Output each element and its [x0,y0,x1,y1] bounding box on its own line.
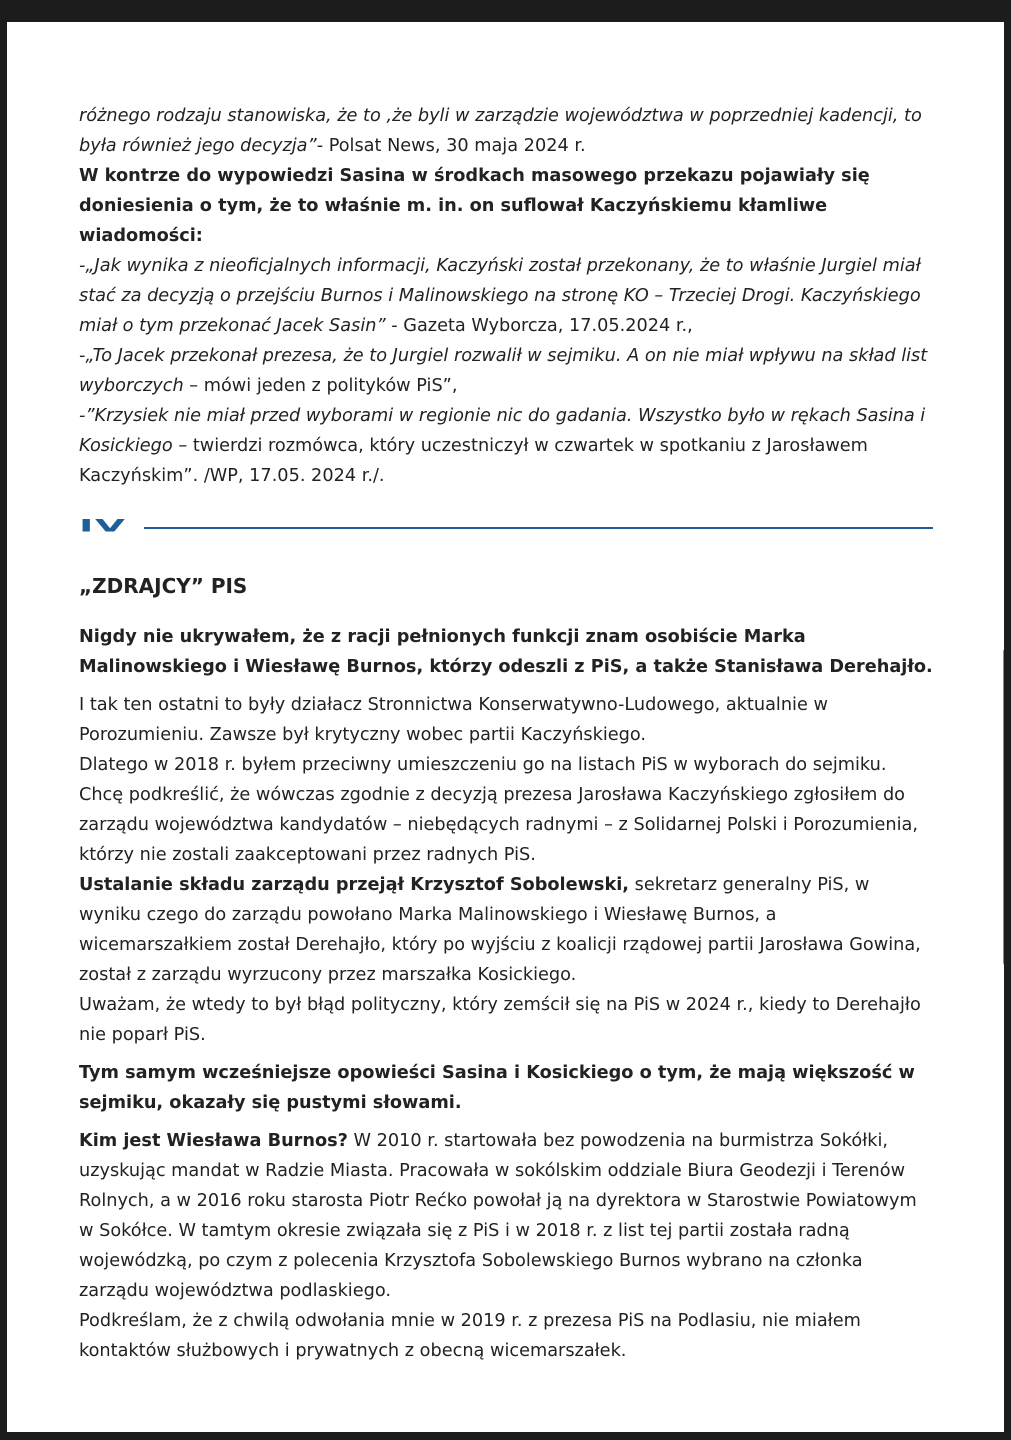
paragraph-quote-polsat: różnego rodzaju stanowiska, że to ‚że byli w zarządzie województwa w poprzedniej kadencji, to była również jego decyzja”- Polsat News, 30 maja 2024 r. [79,106,922,156]
paragraph-quote-wyborcza: -„Jak wynika z nieoficjalnych informacji, Kaczyński został przekonany, że to właśnie Jurgiel miał stać za decyzją o przejściu Burnos i Malinowskiego na stronę KO – Trzeciej Drogi. Kaczyńskiego miał o tym przekonać Jacek Sasin” - Gazeta Wyborcza, 17.05.2024 r., [79,256,921,336]
paragraph-burnos: Kim jest Wiesława Burnos? W 2010 r. startowała bez powodzenia na burmistrza Sokółki, uzyskując mandat w Radzie Miasta. Pracowała w sokólskim oddziale Biura Geodezji i Terenów Rolnych, a w 2016 roku starosta Piotr Rećko powołał ją na dyrektora w Starostwie Powiatowym w Sokółce. W tamtym okresie związała się z PiS i w 2018 r. z list tej partii została radną wojewódzką, po czym z polecenia Krzysztofa Sobolewskiego Burnos wybrano na członka zarządu województwa podlaskiego. [79,1131,917,1301]
section-divider [79,508,933,538]
paragraph-no-contact: Podkreślam, że z chwilą odwołania mnie w 2019 r. z prezesa PiS na Podlasiu, nie miałem kontaktów służbowych i prywatnych z obecną wicemarszałek. [79,1311,861,1361]
paragraph-political-error: Uważam, że wtedy to był błąd polityczny, który zemścił się na PiS w 2024 r., kiedy to Derehajło nie poparł PiS. [79,995,921,1045]
paragraph-bold-counter: W kontrze do wypowiedzi Sasina w środkach masowego przekazu pojawiały się doniesienia o tym, że to właśnie m. in. on suflował Kaczyńskiemu kłamliwe wiadomości: [79,166,870,246]
scrollbar-thumb[interactable] [1003,649,1004,965]
paragraph-derehajlo: I tak ten ostatni to były działacz Stronnictwa Konserwatywno-Ludowego, aktualnie w Porozumieniu. Zawsze był krytyczny wobec partii Kaczyńskiego. [79,695,828,745]
paragraph-bold-majority: Tym samym wcześniejsze opowieści Sasina i Kosickiego o tym, że mają większość w sejmiku, okazały się pustymi słowami. [79,1063,915,1113]
document-page [7,22,1004,1432]
section-lead: Nigdy nie ukrywałem, że z racji pełnionych funkcji znam osobiście Marka Malinowskiego i Wiesławę Burnos, którzy odeszli z PiS, a także Stanisława Derehajło. [79,627,933,677]
document-body [79,101,933,1366]
section-rule [144,527,933,529]
paragraph-2018: Dlatego w 2018 r. byłem przeciwny umieszczeniu go na listach PiS w wyborach do sejmiku. [79,755,887,775]
section-numeral: IV [79,515,127,535]
paragraph-sobolewski: Ustalanie składu zarządu przejął Krzysztof Sobolewski, sekretarz generalny PiS, w wyniku czego do zarządu powołano Marka Malinowskiego i Wiesławę Burnos, a wicemarszałkiem został Derehajło, który po wyjściu z koalicji rządowej partii Jarosława Gowina, został z zarządu wyrzucony przez marszałka Kosickiego. [79,875,921,985]
paragraph-candidates: Chcę podkreślić, że wówczas zgodnie z decyzją prezesa Jarosława Kaczyńskiego zgłosiłem do zarządu województwa kandydatów – niebędących radnymi – z Solidarnej Polski i Porozumienia, którzy nie zostali zaakceptowani przez radnych PiS. [79,785,918,865]
section-heading: „ZDRAJCY” PIS [79,574,248,598]
paragraph-quote-wp: -”Krzysiek nie miał przed wyborami w regionie nic do gadania. Wszystko było w rękach Sasina i Kosickiego – twierdzi rozmówca, który uczestniczył w czwartek w spotkaniu z Jarosławem Kaczyńskim”. /WP, 17.05. 2024 r./. [79,406,926,486]
paragraph-quote-politician: -„To Jacek przekonał prezesa, że to Jurgiel rozwalił w sejmiku. A on nie miał wpływu na skład list wyborczych – mówi jeden z polityków PiS”, [79,346,928,396]
